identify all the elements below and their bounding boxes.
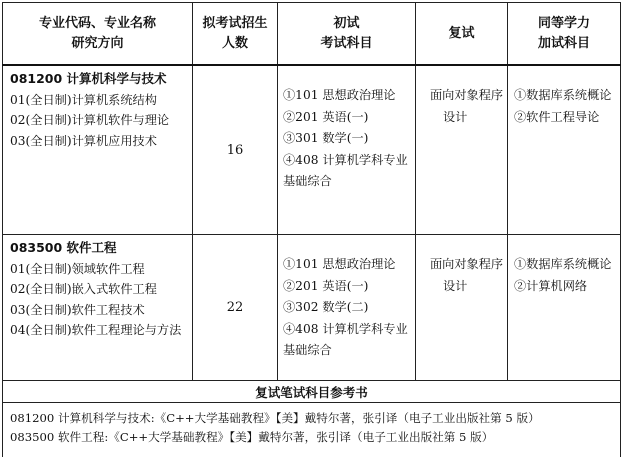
- reference-header-row: [3, 381, 621, 403]
- exam-subject: 基础综合: [283, 171, 415, 193]
- header-enrollment-line2: 人数: [193, 34, 277, 54]
- header-enrollment: [193, 3, 278, 66]
- header-additional-line2: 加试科目: [508, 34, 620, 54]
- additional-subject: ①数据库系统概论: [514, 254, 620, 276]
- reference-title: 复试笔试科目参考书: [3, 381, 621, 403]
- header-exam-line1: 初试: [278, 14, 415, 34]
- major-cell: [3, 235, 193, 381]
- reference-body-row: [3, 403, 621, 457]
- major-cell: [3, 65, 193, 235]
- direction-item: 02(全日制)嵌入式软件工程: [10, 279, 192, 300]
- additional-subject: ②计算机网络: [514, 276, 620, 298]
- major-title: 083500 软件工程: [10, 238, 192, 259]
- admission-table: [2, 2, 621, 457]
- exam-subjects-cell: [278, 65, 416, 235]
- additional-subject: ①数据库系统概论: [514, 85, 620, 107]
- header-major-line1: 专业代码、专业名称: [3, 14, 192, 34]
- additional-cell: [508, 235, 621, 381]
- direction-item: 01(全日制)领域软件工程: [10, 259, 192, 280]
- additional-subject: ②软件工程导论: [514, 107, 620, 129]
- additional-cell: [508, 65, 621, 235]
- header-enrollment-line1: 拟考试招生: [193, 14, 277, 34]
- enrollment-count: 22: [193, 235, 278, 381]
- header-major: [3, 3, 193, 66]
- exam-subject: ②201 英语(一): [283, 276, 415, 298]
- header-additional: [508, 3, 621, 66]
- table-row: [3, 65, 621, 235]
- reference-list: [3, 403, 621, 457]
- direction-item: 02(全日制)计算机软件与理论: [10, 110, 192, 131]
- exam-subject: ③302 数学(二): [283, 297, 415, 319]
- retest-cell: [416, 235, 508, 381]
- header-exam-subjects: [278, 3, 416, 66]
- header-major-line2: 研究方向: [3, 34, 192, 54]
- direction-item: 04(全日制)软件工程理论与方法: [10, 320, 192, 341]
- major-title: 081200 计算机科学与技术: [10, 69, 192, 90]
- retest-line: 设计: [430, 276, 507, 298]
- direction-item: 01(全日制)计算机系统结构: [10, 90, 192, 111]
- reference-item: 083500 软件工程:《C++大学基础教程》【美】戴特尔著，张引译（电子工业出版社第 5 版）: [10, 428, 620, 447]
- retest-line: 面向对象程序: [430, 85, 507, 107]
- exam-subject: 基础综合: [283, 340, 415, 362]
- header-retest-label: 复试: [416, 24, 507, 44]
- header-additional-line1: 同等学力: [508, 14, 620, 34]
- enrollment-count: 16: [193, 65, 278, 235]
- table-row: [3, 235, 621, 381]
- header-row: [3, 3, 621, 66]
- exam-subject: ④408 计算机学科专业: [283, 319, 415, 341]
- retest-line: 面向对象程序: [430, 254, 507, 276]
- retest-line: 设计: [430, 107, 507, 129]
- direction-item: 03(全日制)软件工程技术: [10, 300, 192, 321]
- exam-subject: ②201 英语(一): [283, 107, 415, 129]
- exam-subject: ①101 思想政治理论: [283, 85, 415, 107]
- reference-item: 081200 计算机科学与技术:《C++大学基础教程》【美】戴特尔著，张引译（电子工业出版社第 5 版）: [10, 409, 620, 428]
- exam-subject: ③301 数学(一): [283, 128, 415, 150]
- retest-cell: [416, 65, 508, 235]
- direction-item: 03(全日制)计算机应用技术: [10, 131, 192, 152]
- header-retest: [416, 3, 508, 66]
- header-exam-line2: 考试科目: [278, 34, 415, 54]
- exam-subject: ④408 计算机学科专业: [283, 150, 415, 172]
- exam-subjects-cell: [278, 235, 416, 381]
- exam-subject: ①101 思想政治理论: [283, 254, 415, 276]
- admission-table-container: [2, 2, 620, 420]
